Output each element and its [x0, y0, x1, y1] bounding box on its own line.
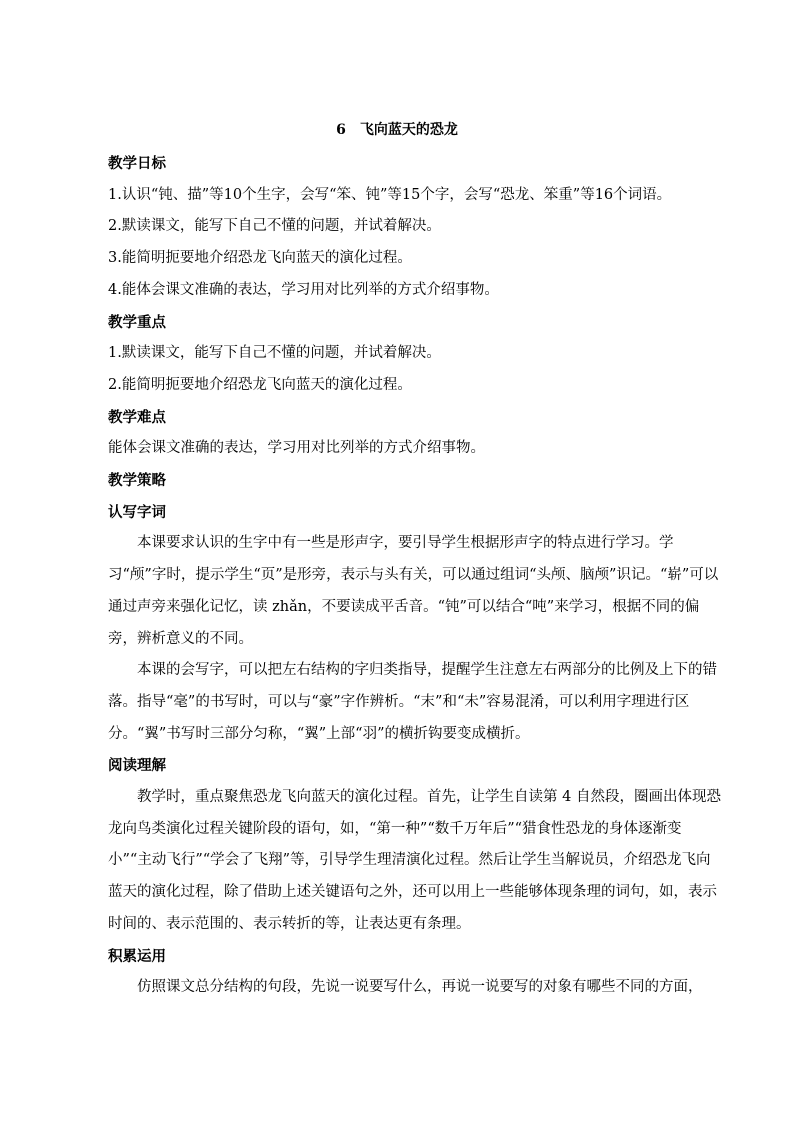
literacy-paragraph-1: 本课要求认识的生字中有一些是形声字，要引导学生根据形声字的特点进行学习。学习“颅”字时，提示学生“页”是形旁，表示与头有关，可以通过组词“头颅、脑颅”识记。“崭”可以通过声旁来强化记忆，读 zhǎn，不要读成平舌音。“钝”可以结合“吨”来学习，根据不同的偏旁，辨析意义的不同。	[108, 535, 719, 647]
reading-paragraph-1: 教学时，重点聚焦恐龙飞向蓝天的演化过程。首先，让学生自读第 4 自然段，圈画出体现恐龙向鸟类演化过程关键阶段的语句，如，“第一种”“数千万年后”“猎食性恐龙的身体逐渐变小”“主动飞行”“学会了飞翔”等，引导学生理清演化过程。然后让学生当解说员，介绍恐龙飞向蓝天的演化过程，除了借助上述关键语句之外，还可以用上一些能够体现条理的词句，如，表示时间的、表示范围的、表示转折的等，让表达更有条理。	[108, 789, 721, 932]
reading-subheading: 阅读理解	[108, 757, 166, 775]
objective-item-4: 4.能体会课文准确的表达，学习用对比列举的方式介绍事物。	[108, 281, 499, 298]
objective-item-2: 2.默读课文，能写下自己不懂的问题，并试着解决。	[108, 218, 441, 235]
literacy-subheading: 认写字词	[108, 503, 166, 521]
objective-item-1: 1.认识“钝、描”等10个生字，会写“笨、钝”等15个字，会写“恐龙、笨重”等16个词语。	[108, 186, 672, 203]
lesson-title: 6 飞向蓝天的恐龙	[336, 122, 458, 138]
key-point-item-2: 2.能简明扼要地介绍恐龙飞向蓝天的演化过程。	[108, 376, 412, 393]
difficulty-heading: 教学难点	[108, 408, 166, 426]
objective-item-3: 3.能简明扼要地介绍恐龙飞向蓝天的演化过程。	[108, 250, 412, 267]
document-body	[108, 148, 724, 1004]
literacy-paragraph-2: 本课的会写字，可以把左右结构的字归类指导，提醒学生注意左右两部分的比例及上下的错落。指导“毫”的书写时，可以与“豪”字作辨析。“末”和“未”容易混淆，可以利用字理进行区分。“翼”书写时三部分匀称，“翼”上部“羽”的横折钩要变成横折。	[108, 662, 717, 742]
usage-subheading: 积累运用	[108, 947, 166, 965]
difficulty-text: 能体会课文准确的表达，学习用对比列举的方式介绍事物。	[108, 440, 485, 457]
strategy-heading: 教学策略	[108, 472, 166, 490]
objectives-heading: 教学日标	[108, 155, 166, 172]
key-points-heading: 教学重点	[108, 313, 166, 331]
key-point-item-1: 1.默读课文，能写下自己不懂的问题，并试着解决。	[108, 345, 441, 362]
usage-paragraph-1: 仿照课文总分结构的句段，先说一说要写什么，再说一说要写的对象有哪些不同的方面，	[137, 979, 703, 996]
